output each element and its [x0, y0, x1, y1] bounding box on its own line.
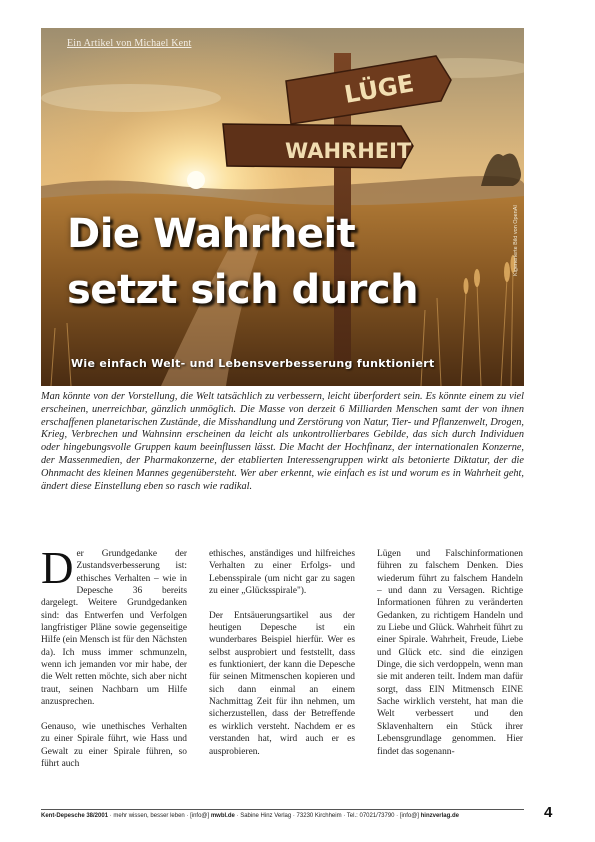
sign-luege-text: LÜGE — [342, 69, 417, 109]
footer-issue: Kent-Depesche 38/2001 — [41, 813, 109, 819]
footer-text-1: · mehr wissen, besser leben · — [108, 813, 191, 819]
sign-wahrheit-text: WAHRHEIT — [285, 139, 412, 163]
column-2-paragraph-1: ethisches, anständiges und hilfreiches Verhalten zu einer Erfolgs- und Lebensspirale (um nicht gar zu sagen zu einer „Glücksspirale"). — [209, 549, 355, 597]
column-1-paragraph-1 — [41, 543, 187, 708]
drop-cap: D — [41, 543, 74, 593]
headline-line-2: setzt sich durch — [67, 267, 419, 313]
column-1-paragraph-1-text: er Grundgedanke der Zustandsverbesserung ist: ethisches Verhalten – wie in Depesche 36 bereits dargelegt. Weitere Grundgedanken sind: das Entwerfen und Verfolgen langfristiger Pläne sowie gegenseitige Hilfe (ein Mensch ist für den Nächsten da). Ich muss immer schmunzeln, wenn ich jemanden vor mir habe, der die Welt retten möchte, sich aber nicht traut, seinen Nachbarn um Hilfe anzusprechen. — [41, 549, 187, 708]
footer-text-2: · Sabine Hinz Verlag · 73230 Kirchheim · Tel.: 07021/73790 · — [234, 813, 400, 819]
column-2-paragraph-2: Der Entsäuerungsartikel aus der heutigen Depesche ist ein wunderbares Beispiel hierfür. Wer es selbst ausprobiert und feststellt, dass es funktioniert, der kann die Depesche für seinen Mitmenschen kopieren und sich dann einmal an einem Nachmittag Zeit für ihn nehmen, um sicherzustellen, dass der Betreffende es wirklich versteht. Nachdem er es verstanden hat, wird auch er es ausprobieren. — [209, 610, 355, 757]
intro-paragraph: Man könnte von der Vorstellung, die Welt tatsächlich zu verbessern, leicht überfordert sein. Es könnte einem zu viel erscheinen, unerreichbar, gänzlich unmöglich. Die Masse von derzeit 6 Milliarden Menschen samt der von ihnen erschaffenen planetarischen Zustände, die Misshandlung und Zerstörung von Natur, Tier- und Pflanzenwelt, Drogen, Krieg, Verbrechen und Wahnsinn erscheinen da leicht als unkontrollierbares Gebilde, das sich durch Individuen oder hingebungsvolle Gruppen kaum beeinflussen lässt. Die Macht der Hochfinanz, der internationalen Konzerne, der Massenmedien, der Pharmakonzerne, der etablierten Interessengruppen wirkt als betonierte Diktatur, der die Ohnmacht des kleinen Mannes gegenübersteht. Wer aber erkennt, wie einfach es ist und worum es in Wahrheit geht, ändert diese Einstellung eben so rasch wie radikal. — [41, 391, 524, 492]
footer-info-1: [info@] — [190, 813, 211, 819]
footer-link-mwbl[interactable]: mwbl.de — [210, 813, 235, 819]
body-column-2 — [209, 548, 355, 770]
article-subtitle: Wie einfach Welt- und Lebensverbesserung funktioniert — [71, 357, 435, 370]
author-byline[interactable]: Ein Artikel von Michael Kent — [67, 38, 192, 49]
footer-info-2: [info@] — [399, 813, 421, 819]
body-column-1 — [41, 543, 187, 783]
article-headline — [67, 206, 418, 318]
page-footer — [41, 813, 459, 819]
footer-divider — [41, 809, 524, 810]
image-credit: Kigenerierte Bild von OpenAI — [513, 205, 519, 276]
article-body — [41, 543, 524, 810]
body-column-3 — [377, 548, 523, 770]
column-3-paragraph-1: Lügen und Falschinformationen führen zu falschem Denken. Dies wiederum führt zu falschem Handeln – und dann zu Versagen. Richtige Informationen führen zu veränderten Gedanken, zu richtigem Handeln und zu Liebe und Glück. Wahrheit führt zu einer Spirale. Wahrheit, Freude, Liebe und Glück etc. sind die einzigen Dinge, die sich verdoppeln, wenn man sie mit anderen teilt. Indem man dafür sorgt, dass EIN Mitmensch EINE Sache wirklich versteht, hat man die Welt verbessert und den Sklavenhaltern ein Stück ihrer Lebensgrundlage genommen. Hier findet das sogenann- — [377, 549, 523, 757]
column-1-paragraph-2: Genauso, wie unethisches Verhalten zu einer Spirale führt, wie Hass und Gewalt zu einer Spirale führen, so führt auch — [41, 721, 187, 769]
page-number: 4 — [544, 804, 553, 821]
headline-line-1: Die Wahrheit — [67, 211, 356, 257]
hero-image — [41, 28, 524, 386]
footer-link-hinzverlag[interactable]: hinzverlag.de — [420, 813, 459, 819]
